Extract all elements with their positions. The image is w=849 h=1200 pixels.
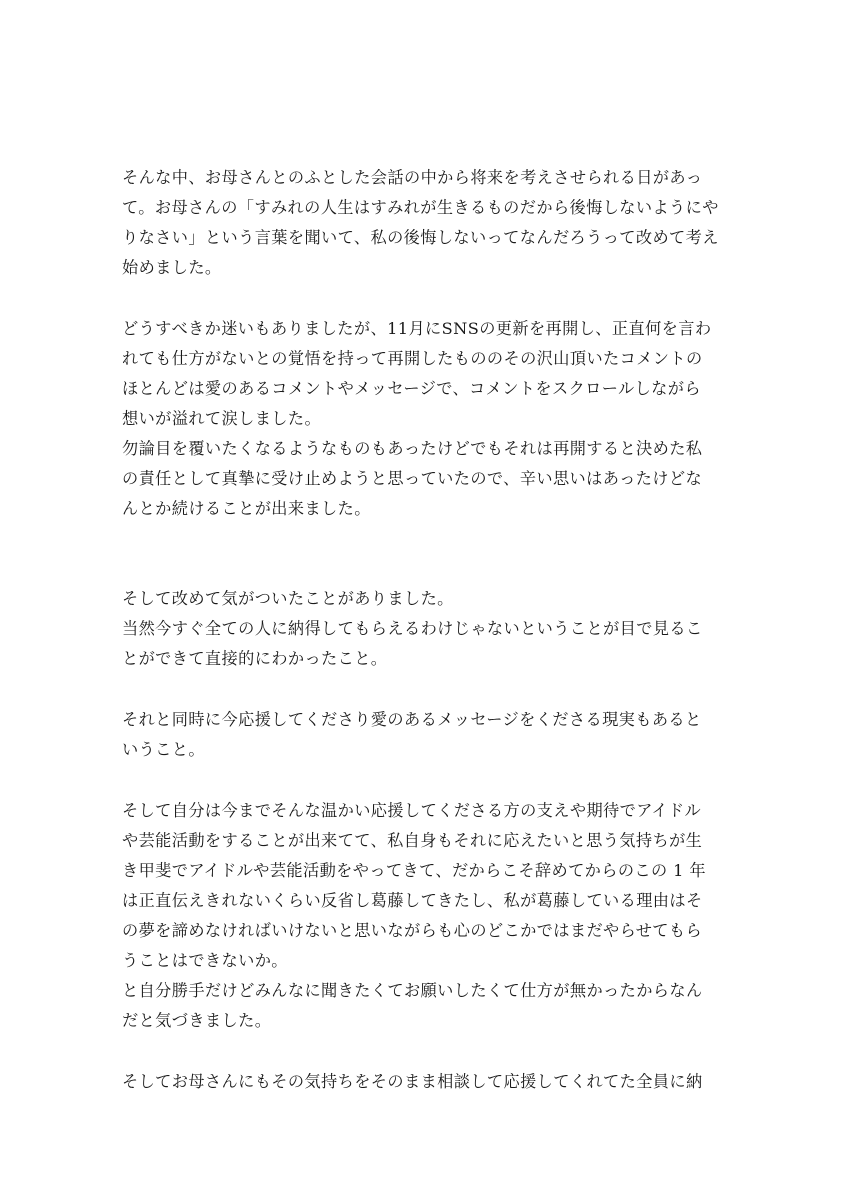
text-line: だと気づきました。	[122, 1011, 272, 1030]
text-line: 勿論目を覆いたくなるようなものもあったけどでもそれは再開すると決めた私	[122, 439, 703, 458]
paragraph-5	[122, 796, 734, 1036]
text-line: いうこと。	[122, 740, 205, 759]
text-line: うことはできないか。	[122, 951, 288, 970]
text-line: そして改めて気がついたことがありました。	[122, 589, 454, 608]
paragraph-2	[122, 314, 734, 524]
text-line: どうすべきか迷いもありましたが、11月にSNSの更新を再開し、正直何を言わ	[122, 319, 712, 338]
text-line: ほとんどは愛のあるコメントやメッセージで、コメントをスクロールしながら	[122, 379, 701, 398]
text-line: そして自分は今までそんな温かい応援してくださる方の支えや期待でアイドル	[122, 801, 702, 820]
paragraph-1	[122, 163, 734, 283]
text-line: そんな中、お母さんとのふとした会話の中から将来を考えさせられる日があっ	[122, 168, 703, 187]
text-line: りなさい」という言葉を聞いて、私の後悔しないってなんだろうって改めて考え	[122, 228, 719, 247]
text-line: とができて直接的にわかったこと。	[122, 649, 388, 668]
text-line: れても仕方がないとの覚悟を持って再開したもののその沢山頂いたコメントの	[122, 349, 703, 368]
paragraph-6	[122, 1067, 734, 1097]
text-line: んとか続けることが出来ました。	[122, 499, 371, 518]
text-line: は正直伝えきれないくらい反省し葛藤してきたし、私が葛藤している理由はそ	[122, 891, 703, 910]
paragraph-3	[122, 584, 734, 674]
paragraph-spacer	[122, 674, 734, 705]
text-line: 想いが溢れて涙しました。	[122, 409, 322, 428]
text-line: き甲斐でアイドルや芸能活動をやってきて、だからこそ辞めてからのこの 1 年	[122, 861, 706, 880]
text-line: の責任として真摯に受け止めようと思っていたので、辛い思いはあったけどな	[122, 469, 703, 488]
text-line: 始めました。	[122, 258, 222, 277]
paragraph-spacer	[122, 283, 734, 314]
text-line: それと同時に今応援してくださり愛のあるメッセージをくださる現実もあると	[122, 710, 702, 729]
text-line: や芸能活動をすることが出来てて、私自身もそれに応えたいと思う気持ちが生	[122, 831, 703, 850]
text-line: て。お母さんの「すみれの人生はすみれが生きるものだから後悔しないようにや	[122, 198, 719, 217]
text-line: そしてお母さんにもその気持ちをそのまま相談して応援してくれてた全員に納	[122, 1072, 703, 1091]
paragraph-4	[122, 705, 734, 765]
paragraph-spacer	[122, 524, 734, 584]
text-line: 当然今すぐ全ての人に納得してもらえるわけじゃないということが目で見るこ	[122, 619, 703, 638]
paragraph-spacer	[122, 765, 734, 796]
document-page	[122, 163, 734, 1163]
paragraph-spacer	[122, 1036, 734, 1067]
text-line: の夢を諦めなければいけないと思いながらも心のどこかではまだやらせてもら	[122, 921, 703, 940]
text-line: と自分勝手だけどみんなに聞きたくてお願いしたくて仕方が無かったからなん	[122, 981, 703, 1000]
